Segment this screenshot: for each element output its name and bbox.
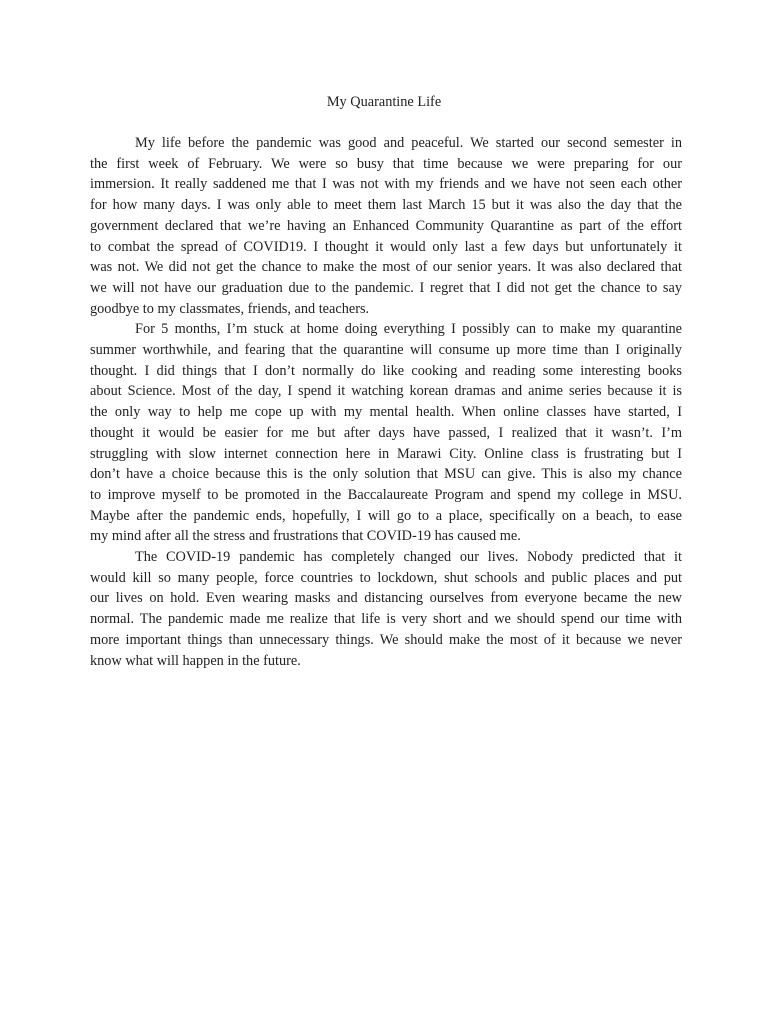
text-line: don’t have a choice because this is the only solution that MSU can give. This is also my chance	[90, 466, 682, 483]
text-line: for how many days. I was only able to meet them last March 15 but it was also the day that the	[90, 197, 682, 214]
text-line: The COVID-19 pandemic has completely changed our lives. Nobody predicted that it	[135, 549, 682, 566]
text-line: government declared that we’re having an Enhanced Community Quarantine as part of the effort	[90, 217, 682, 234]
text-line: would kill so many people, force countries to lockdown, shut schools and public places and put	[90, 569, 682, 586]
text-line: struggling with slow internet connection here in Marawi City. Online class is frustrating but I	[90, 445, 682, 462]
text-line: we will not have our graduation due to the pandemic. I regret that I did not get the chance to say	[90, 279, 682, 296]
paragraph	[90, 319, 682, 547]
text-line: My life before the pandemic was good and peaceful. We started our second semester in	[135, 135, 682, 151]
text-line: thought. I did things that I don’t normally do like cooking and reading some interesting books	[90, 362, 682, 379]
text-line: about Science. Most of the day, I spend it watching korean dramas and anime series because it is	[90, 383, 682, 400]
text-line: goodbye to my classmates, friends, and teachers.	[90, 300, 370, 317]
text-line: more important things than unnecessary things. We should make the most of it because we never	[90, 631, 682, 648]
text-line: our lives on hold. Even wearing masks and distancing ourselves from everyone became the new	[90, 590, 682, 607]
text-line: immersion. It really saddened me that I was not with my friends and we have not seen each other	[90, 176, 682, 193]
text-line: thought it would be easier for me but after days have passed, I realized that it wasn’t. I’m	[90, 424, 682, 441]
text-line: know what will happen in the future.	[90, 652, 301, 669]
text-line: my mind after all the stress and frustrations that COVID-19 has caused me.	[90, 528, 521, 545]
paragraph	[90, 133, 682, 319]
paragraph	[90, 547, 682, 671]
text-line: to improve myself to be promoted in the Baccalaureate Program and spend my college in MSU.	[90, 486, 682, 503]
document-body	[90, 133, 682, 671]
text-line: normal. The pandemic made me realize that life is very short and we should spend our time with	[90, 611, 682, 628]
text-line: was not. We did not get the chance to make the most of our senior years. It was also declared that	[90, 259, 682, 276]
text-line: the first week of February. We were so busy that time because we were preparing for our	[90, 155, 682, 172]
text-line: For 5 months, I’m stuck at home doing everything I possibly can to make my quarantine	[135, 321, 682, 338]
text-line: the only way to help me cope up with my mental health. When online classes have started, I	[90, 404, 682, 421]
text-line: to combat the spread of COVID19. I thought it would only last a few days but unfortunately it	[90, 238, 682, 255]
text-line: Maybe after the pandemic ends, hopefully, I will go to a place, specifically on a beach, to ease	[90, 507, 682, 524]
document-title: My Quarantine Life	[326, 94, 442, 110]
text-line: summer worthwhile, and fearing that the quarantine will consume up more time than I originally	[90, 342, 682, 359]
